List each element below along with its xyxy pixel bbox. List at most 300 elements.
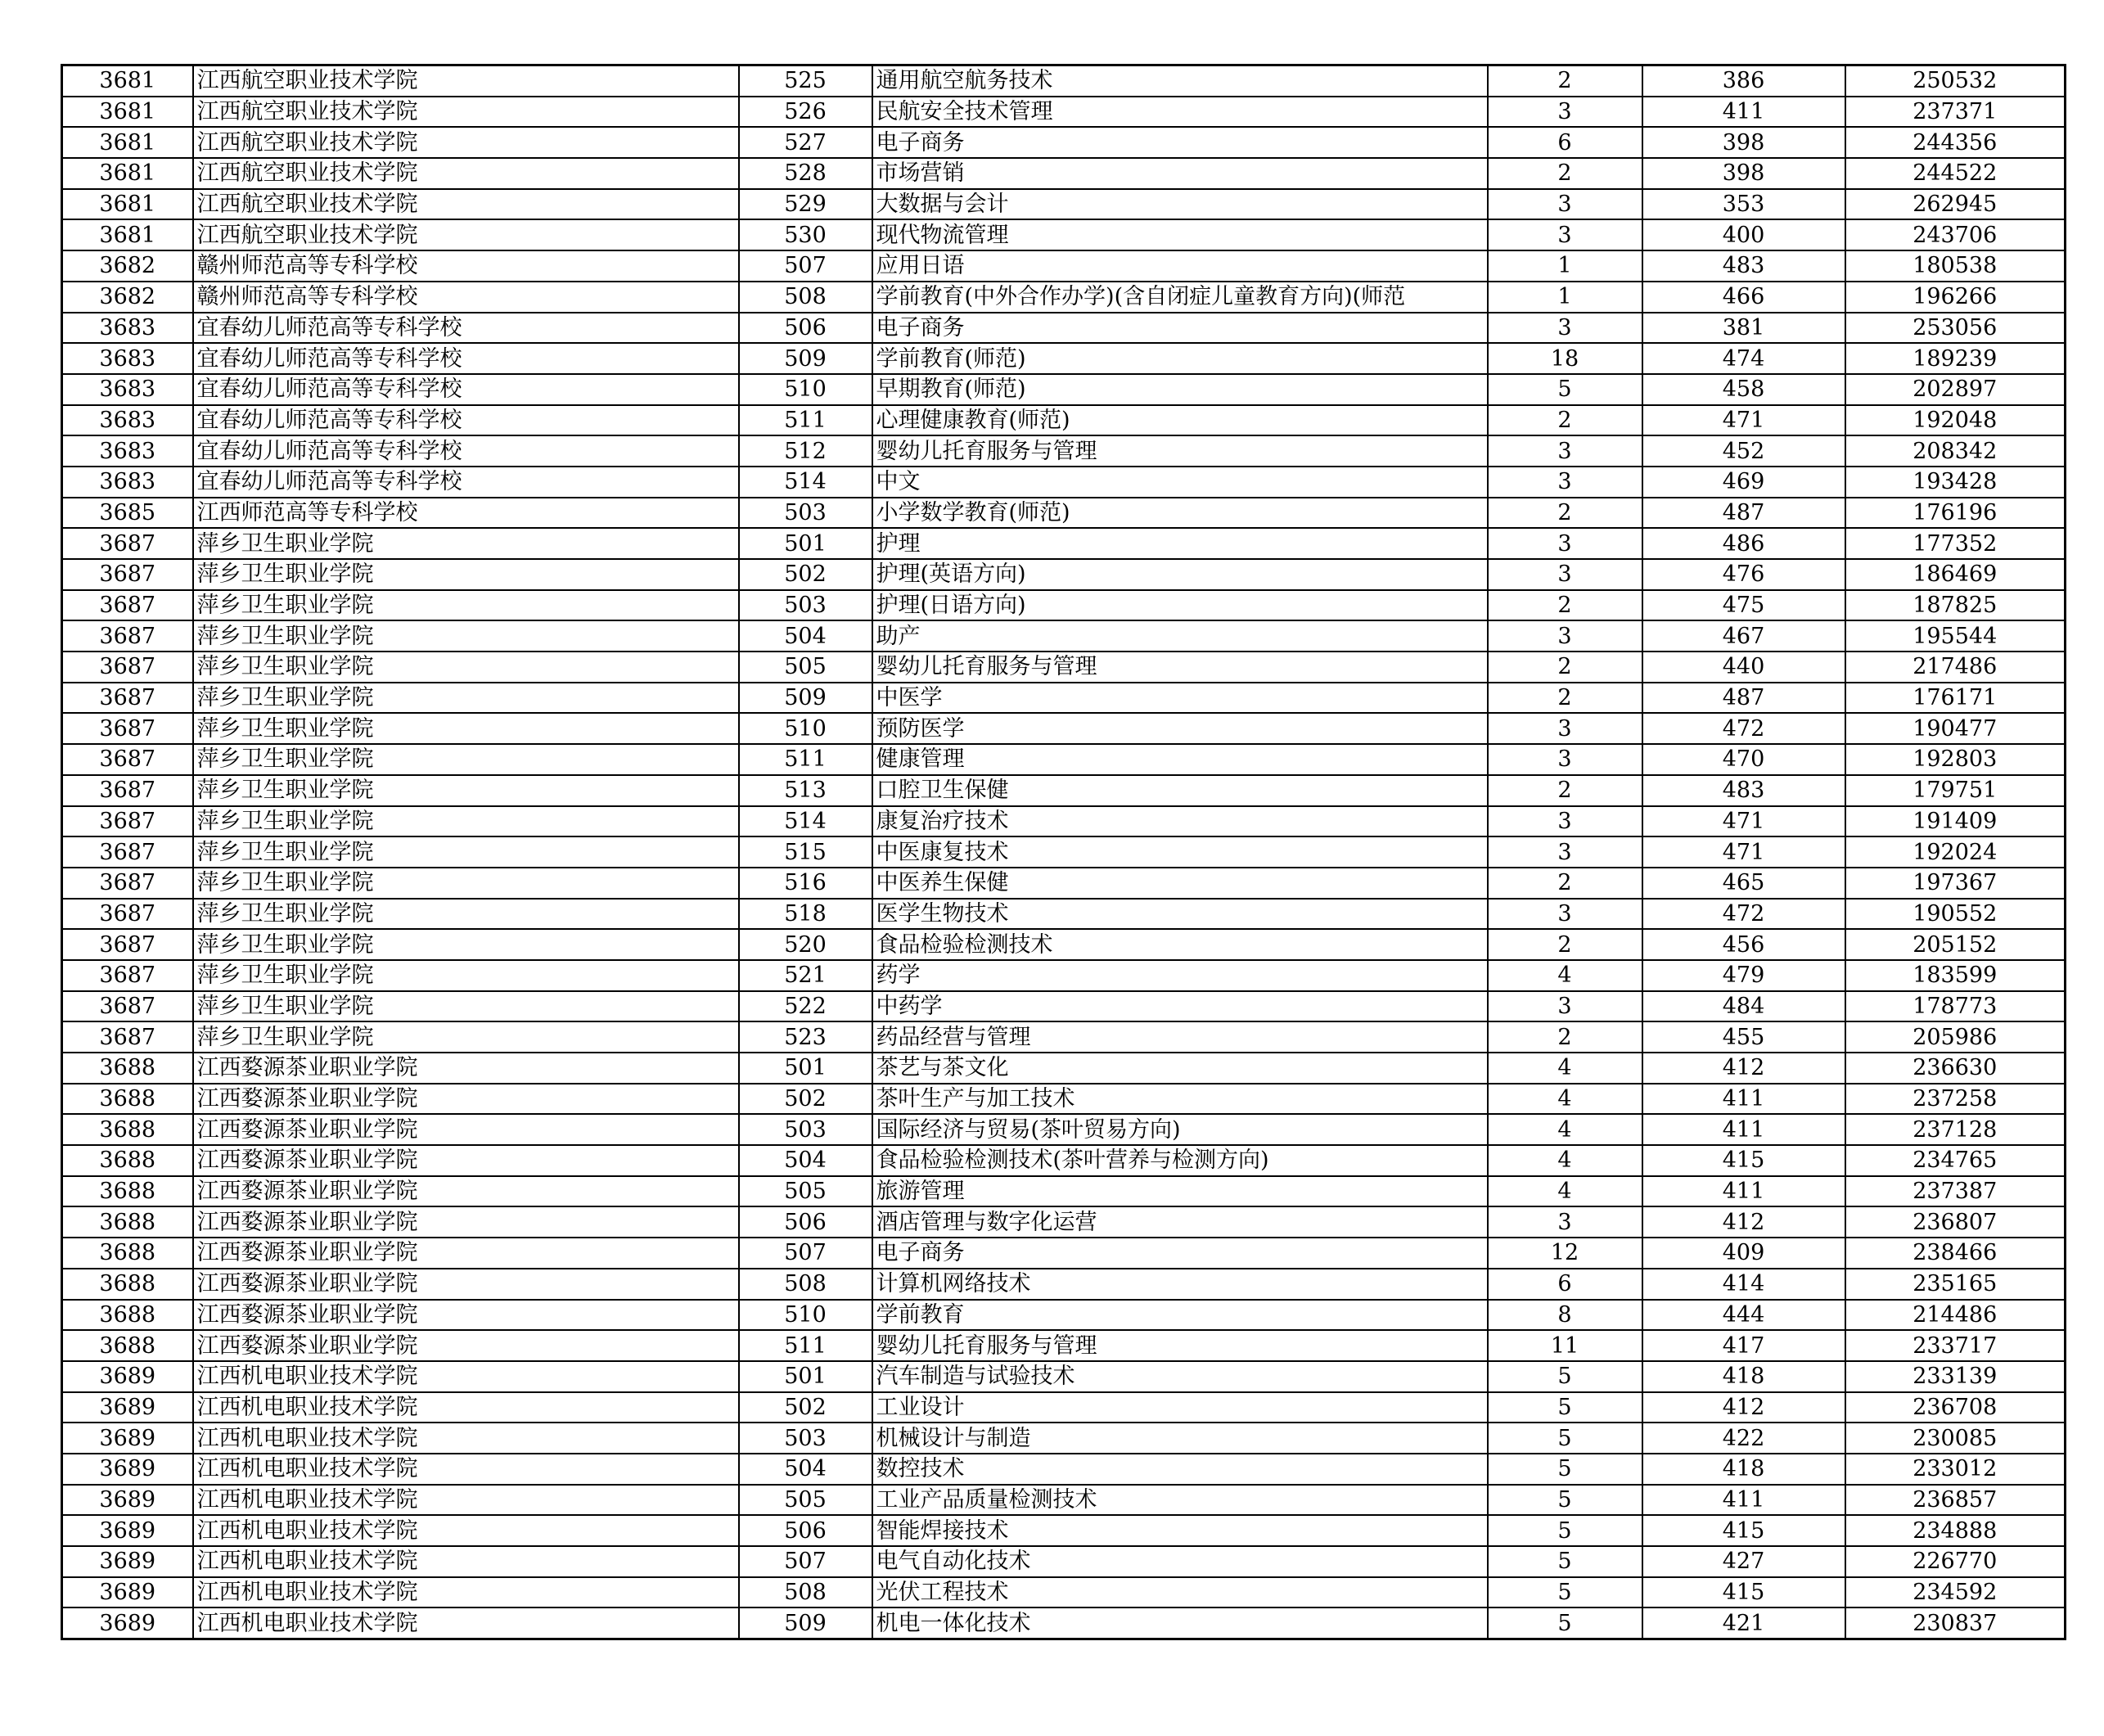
plan-count-cell: 5	[1488, 1577, 1642, 1608]
major-name-cell: 机电一体化技术	[872, 1607, 1488, 1639]
table-body	[62, 65, 2066, 1639]
school-name-cell: 江西机电职业技术学院	[193, 1515, 739, 1546]
school-code-cell: 3687	[62, 559, 193, 590]
school-name-cell: 江西婺源茶业职业学院	[193, 1145, 739, 1176]
rank-cell: 237387	[1845, 1176, 2066, 1207]
school-name-cell: 江西机电职业技术学院	[193, 1577, 739, 1608]
plan-count-cell: 3	[1488, 313, 1642, 344]
table-row	[62, 1607, 2066, 1639]
major-code-cell: 503	[739, 590, 872, 621]
min-score-cell: 456	[1642, 929, 1845, 960]
school-name-cell: 江西师范高等专科学校	[193, 498, 739, 529]
table-row	[62, 806, 2066, 837]
rank-cell: 233012	[1845, 1454, 2066, 1485]
admission-score-table	[61, 64, 2066, 1640]
major-name-cell: 市场营销	[872, 158, 1488, 189]
school-name-cell: 萍乡卫生职业学院	[193, 528, 739, 559]
school-name-cell: 江西机电职业技术学院	[193, 1392, 739, 1423]
min-score-cell: 412	[1642, 1206, 1845, 1238]
major-code-cell: 507	[739, 250, 872, 282]
major-code-cell: 510	[739, 374, 872, 405]
school-code-cell: 3687	[62, 929, 193, 960]
school-name-cell: 宜春幼儿师范高等专科学校	[193, 313, 739, 344]
school-code-cell: 3683	[62, 467, 193, 498]
min-score-cell: 412	[1642, 1392, 1845, 1423]
plan-count-cell: 5	[1488, 1515, 1642, 1546]
min-score-cell: 421	[1642, 1607, 1845, 1639]
min-score-cell: 484	[1642, 991, 1845, 1022]
rank-cell: 236630	[1845, 1053, 2066, 1084]
min-score-cell: 471	[1642, 405, 1845, 436]
plan-count-cell: 18	[1488, 343, 1642, 374]
major-code-cell: 528	[739, 158, 872, 189]
plan-count-cell: 3	[1488, 899, 1642, 930]
table-row	[62, 713, 2066, 744]
school-name-cell: 赣州师范高等专科学校	[193, 250, 739, 282]
plan-count-cell: 2	[1488, 652, 1642, 683]
school-code-cell: 3688	[62, 1145, 193, 1176]
min-score-cell: 417	[1642, 1330, 1845, 1361]
min-score-cell: 471	[1642, 806, 1845, 837]
school-code-cell: 3683	[62, 313, 193, 344]
table-row	[62, 189, 2066, 220]
plan-count-cell: 12	[1488, 1238, 1642, 1269]
major-code-cell: 518	[739, 899, 872, 930]
major-name-cell: 中医养生保健	[872, 868, 1488, 899]
school-code-cell: 3689	[62, 1454, 193, 1485]
school-name-cell: 萍乡卫生职业学院	[193, 744, 739, 775]
rank-cell: 233717	[1845, 1330, 2066, 1361]
school-code-cell: 3687	[62, 806, 193, 837]
school-code-cell: 3689	[62, 1485, 193, 1516]
table-row	[62, 836, 2066, 868]
major-name-cell: 中药学	[872, 991, 1488, 1022]
plan-count-cell: 6	[1488, 1269, 1642, 1300]
plan-count-cell: 5	[1488, 374, 1642, 405]
min-score-cell: 479	[1642, 960, 1845, 991]
major-name-cell: 中医康复技术	[872, 836, 1488, 868]
school-code-cell: 3681	[62, 97, 193, 128]
rank-cell: 230837	[1845, 1607, 2066, 1639]
school-code-cell: 3681	[62, 189, 193, 220]
school-code-cell: 3688	[62, 1300, 193, 1331]
min-score-cell: 415	[1642, 1145, 1845, 1176]
school-code-cell: 3687	[62, 775, 193, 806]
min-score-cell: 427	[1642, 1546, 1845, 1577]
school-name-cell: 萍乡卫生职业学院	[193, 806, 739, 837]
rank-cell: 253056	[1845, 313, 2066, 344]
plan-count-cell: 4	[1488, 1145, 1642, 1176]
major-name-cell: 学前教育(师范)	[872, 343, 1488, 374]
school-name-cell: 萍乡卫生职业学院	[193, 960, 739, 991]
table-row	[62, 1114, 2066, 1145]
school-code-cell: 3681	[62, 65, 193, 97]
rank-cell: 192024	[1845, 836, 2066, 868]
table-row	[62, 899, 2066, 930]
major-name-cell: 健康管理	[872, 744, 1488, 775]
major-code-cell: 522	[739, 991, 872, 1022]
school-name-cell: 江西机电职业技术学院	[193, 1607, 739, 1639]
plan-count-cell: 3	[1488, 528, 1642, 559]
table-row	[62, 313, 2066, 344]
major-code-cell: 526	[739, 97, 872, 128]
school-name-cell: 萍乡卫生职业学院	[193, 590, 739, 621]
school-code-cell: 3683	[62, 405, 193, 436]
rank-cell: 196266	[1845, 282, 2066, 313]
rank-cell: 236708	[1845, 1392, 2066, 1423]
school-code-cell: 3689	[62, 1392, 193, 1423]
major-name-cell: 食品检验检测技术	[872, 929, 1488, 960]
min-score-cell: 465	[1642, 868, 1845, 899]
major-code-cell: 516	[739, 868, 872, 899]
major-name-cell: 护理	[872, 528, 1488, 559]
plan-count-cell: 3	[1488, 559, 1642, 590]
school-name-cell: 江西婺源茶业职业学院	[193, 1053, 739, 1084]
plan-count-cell: 4	[1488, 1114, 1642, 1145]
plan-count-cell: 3	[1488, 836, 1642, 868]
school-name-cell: 江西婺源茶业职业学院	[193, 1114, 739, 1145]
rank-cell: 237371	[1845, 97, 2066, 128]
school-name-cell: 萍乡卫生职业学院	[193, 899, 739, 930]
plan-count-cell: 4	[1488, 1176, 1642, 1207]
major-name-cell: 学前教育(中外合作办学)(含自闭症儿童教育方向)(师范	[872, 282, 1488, 313]
table-row	[62, 744, 2066, 775]
school-name-cell: 江西婺源茶业职业学院	[193, 1238, 739, 1269]
min-score-cell: 411	[1642, 1485, 1845, 1516]
table-row	[62, 282, 2066, 313]
min-score-cell: 474	[1642, 343, 1845, 374]
rank-cell: 234592	[1845, 1577, 2066, 1608]
rank-cell: 244356	[1845, 127, 2066, 158]
plan-count-cell: 2	[1488, 405, 1642, 436]
rank-cell: 205152	[1845, 929, 2066, 960]
rank-cell: 214486	[1845, 1300, 2066, 1331]
major-name-cell: 婴幼儿托育服务与管理	[872, 435, 1488, 467]
school-code-cell: 3687	[62, 652, 193, 683]
plan-count-cell: 3	[1488, 189, 1642, 220]
school-name-cell: 江西航空职业技术学院	[193, 219, 739, 250]
major-code-cell: 510	[739, 1300, 872, 1331]
major-name-cell: 通用航空航务技术	[872, 65, 1488, 97]
major-name-cell: 助产	[872, 620, 1488, 652]
min-score-cell: 414	[1642, 1269, 1845, 1300]
table-row	[62, 929, 2066, 960]
min-score-cell: 466	[1642, 282, 1845, 313]
table-row	[62, 1330, 2066, 1361]
major-name-cell: 护理(英语方向)	[872, 559, 1488, 590]
major-name-cell: 心理健康教育(师范)	[872, 405, 1488, 436]
rank-cell: 187825	[1845, 590, 2066, 621]
min-score-cell: 472	[1642, 713, 1845, 744]
min-score-cell: 467	[1642, 620, 1845, 652]
major-code-cell: 530	[739, 219, 872, 250]
min-score-cell: 483	[1642, 250, 1845, 282]
school-code-cell: 3689	[62, 1607, 193, 1639]
plan-count-cell: 5	[1488, 1423, 1642, 1454]
rank-cell: 186469	[1845, 559, 2066, 590]
table-row	[62, 991, 2066, 1022]
plan-count-cell: 3	[1488, 991, 1642, 1022]
school-name-cell: 江西婺源茶业职业学院	[193, 1269, 739, 1300]
min-score-cell: 475	[1642, 590, 1845, 621]
major-code-cell: 515	[739, 836, 872, 868]
min-score-cell: 440	[1642, 652, 1845, 683]
min-score-cell: 422	[1642, 1423, 1845, 1454]
school-name-cell: 宜春幼儿师范高等专科学校	[193, 343, 739, 374]
rank-cell: 190552	[1845, 899, 2066, 930]
plan-count-cell: 3	[1488, 744, 1642, 775]
school-code-cell: 3681	[62, 127, 193, 158]
school-code-cell: 3687	[62, 991, 193, 1022]
school-name-cell: 萍乡卫生职业学院	[193, 559, 739, 590]
rank-cell: 177352	[1845, 528, 2066, 559]
school-name-cell: 萍乡卫生职业学院	[193, 775, 739, 806]
major-name-cell: 汽车制造与试验技术	[872, 1361, 1488, 1392]
school-name-cell: 江西婺源茶业职业学院	[193, 1084, 739, 1115]
min-score-cell: 444	[1642, 1300, 1845, 1331]
school-code-cell: 3687	[62, 836, 193, 868]
major-name-cell: 小学数学教育(师范)	[872, 498, 1488, 529]
school-code-cell: 3689	[62, 1546, 193, 1577]
major-code-cell: 504	[739, 620, 872, 652]
plan-count-cell: 2	[1488, 498, 1642, 529]
school-code-cell: 3689	[62, 1423, 193, 1454]
table-row	[62, 65, 2066, 97]
table-row	[62, 219, 2066, 250]
school-code-cell: 3688	[62, 1269, 193, 1300]
major-name-cell: 光伏工程技术	[872, 1577, 1488, 1608]
major-name-cell: 婴幼儿托育服务与管理	[872, 652, 1488, 683]
table-row	[62, 1485, 2066, 1516]
table-row	[62, 559, 2066, 590]
major-code-cell: 503	[739, 1114, 872, 1145]
table-row	[62, 1238, 2066, 1269]
school-name-cell: 江西航空职业技术学院	[193, 65, 739, 97]
min-score-cell: 476	[1642, 559, 1845, 590]
table-row	[62, 97, 2066, 128]
major-name-cell: 学前教育	[872, 1300, 1488, 1331]
school-code-cell: 3688	[62, 1330, 193, 1361]
major-name-cell: 旅游管理	[872, 1176, 1488, 1207]
school-code-cell: 3688	[62, 1176, 193, 1207]
school-name-cell: 萍乡卫生职业学院	[193, 991, 739, 1022]
school-code-cell: 3687	[62, 590, 193, 621]
plan-count-cell: 5	[1488, 1392, 1642, 1423]
major-name-cell: 茶艺与茶文化	[872, 1053, 1488, 1084]
plan-count-cell: 8	[1488, 1300, 1642, 1331]
major-code-cell: 514	[739, 806, 872, 837]
major-code-cell: 505	[739, 652, 872, 683]
major-name-cell: 酒店管理与数字化运营	[872, 1206, 1488, 1238]
school-name-cell: 萍乡卫生职业学院	[193, 683, 739, 714]
school-code-cell: 3683	[62, 374, 193, 405]
school-code-cell: 3688	[62, 1238, 193, 1269]
rank-cell: 230085	[1845, 1423, 2066, 1454]
plan-count-cell: 2	[1488, 158, 1642, 189]
major-name-cell: 药品经营与管理	[872, 1021, 1488, 1053]
table-row	[62, 775, 2066, 806]
school-name-cell: 宜春幼儿师范高等专科学校	[193, 435, 739, 467]
major-code-cell: 527	[739, 127, 872, 158]
min-score-cell: 411	[1642, 1114, 1845, 1145]
min-score-cell: 415	[1642, 1515, 1845, 1546]
table-row	[62, 250, 2066, 282]
plan-count-cell: 2	[1488, 929, 1642, 960]
min-score-cell: 487	[1642, 498, 1845, 529]
major-code-cell: 511	[739, 1330, 872, 1361]
major-code-cell: 503	[739, 1423, 872, 1454]
min-score-cell: 411	[1642, 1176, 1845, 1207]
table-row	[62, 1577, 2066, 1608]
min-score-cell: 409	[1642, 1238, 1845, 1269]
major-name-cell: 民航安全技术管理	[872, 97, 1488, 128]
major-name-cell: 机械设计与制造	[872, 1423, 1488, 1454]
rank-cell: 234888	[1845, 1515, 2066, 1546]
plan-count-cell: 3	[1488, 467, 1642, 498]
school-name-cell: 江西婺源茶业职业学院	[193, 1330, 739, 1361]
school-code-cell: 3688	[62, 1084, 193, 1115]
school-code-cell: 3689	[62, 1361, 193, 1392]
school-code-cell: 3687	[62, 899, 193, 930]
rank-cell: 235165	[1845, 1269, 2066, 1300]
school-code-cell: 3682	[62, 282, 193, 313]
plan-count-cell: 3	[1488, 1206, 1642, 1238]
school-code-cell: 3687	[62, 868, 193, 899]
plan-count-cell: 1	[1488, 282, 1642, 313]
table-row	[62, 405, 2066, 436]
major-code-cell: 505	[739, 1176, 872, 1207]
plan-count-cell: 11	[1488, 1330, 1642, 1361]
rank-cell: 179751	[1845, 775, 2066, 806]
major-name-cell: 中文	[872, 467, 1488, 498]
major-code-cell: 512	[739, 435, 872, 467]
major-code-cell: 501	[739, 1361, 872, 1392]
rank-cell: 236857	[1845, 1485, 2066, 1516]
table-row	[62, 1454, 2066, 1485]
rank-cell: 180538	[1845, 250, 2066, 282]
min-score-cell: 415	[1642, 1577, 1845, 1608]
plan-count-cell: 3	[1488, 97, 1642, 128]
min-score-cell: 353	[1642, 189, 1845, 220]
school-name-cell: 江西航空职业技术学院	[193, 158, 739, 189]
plan-count-cell: 5	[1488, 1485, 1642, 1516]
rank-cell: 262945	[1845, 189, 2066, 220]
table-row	[62, 868, 2066, 899]
min-score-cell: 411	[1642, 97, 1845, 128]
rank-cell: 244522	[1845, 158, 2066, 189]
min-score-cell: 471	[1642, 836, 1845, 868]
rank-cell: 176171	[1845, 683, 2066, 714]
major-code-cell: 511	[739, 405, 872, 436]
major-code-cell: 523	[739, 1021, 872, 1053]
rank-cell: 202897	[1845, 374, 2066, 405]
table-row	[62, 467, 2066, 498]
major-code-cell: 502	[739, 1084, 872, 1115]
table-row	[62, 343, 2066, 374]
major-code-cell: 506	[739, 1515, 872, 1546]
school-name-cell: 萍乡卫生职业学院	[193, 868, 739, 899]
major-code-cell: 506	[739, 1206, 872, 1238]
school-name-cell: 江西航空职业技术学院	[193, 189, 739, 220]
plan-count-cell: 5	[1488, 1361, 1642, 1392]
major-name-cell: 应用日语	[872, 250, 1488, 282]
school-name-cell: 萍乡卫生职业学院	[193, 620, 739, 652]
min-score-cell: 386	[1642, 65, 1845, 97]
school-name-cell: 江西婺源茶业职业学院	[193, 1300, 739, 1331]
rank-cell: 195544	[1845, 620, 2066, 652]
major-name-cell: 大数据与会计	[872, 189, 1488, 220]
major-code-cell: 508	[739, 1577, 872, 1608]
rank-cell: 205986	[1845, 1021, 2066, 1053]
major-code-cell: 501	[739, 1053, 872, 1084]
school-name-cell: 宜春幼儿师范高等专科学校	[193, 374, 739, 405]
school-name-cell: 萍乡卫生职业学院	[193, 929, 739, 960]
school-name-cell: 萍乡卫生职业学院	[193, 713, 739, 744]
major-code-cell: 514	[739, 467, 872, 498]
table-row	[62, 374, 2066, 405]
plan-count-cell: 2	[1488, 1021, 1642, 1053]
school-code-cell: 3688	[62, 1053, 193, 1084]
major-name-cell: 食品检验检测技术(茶叶营养与检测方向)	[872, 1145, 1488, 1176]
major-code-cell: 509	[739, 1607, 872, 1639]
plan-count-cell: 2	[1488, 683, 1642, 714]
major-code-cell: 504	[739, 1454, 872, 1485]
plan-count-cell: 3	[1488, 620, 1642, 652]
major-name-cell: 口腔卫生保健	[872, 775, 1488, 806]
plan-count-cell: 3	[1488, 219, 1642, 250]
rank-cell: 183599	[1845, 960, 2066, 991]
score-table-sheet	[61, 64, 2066, 1640]
major-code-cell: 505	[739, 1485, 872, 1516]
major-code-cell: 508	[739, 282, 872, 313]
table-row	[62, 683, 2066, 714]
plan-count-cell: 3	[1488, 806, 1642, 837]
plan-count-cell: 3	[1488, 713, 1642, 744]
rank-cell: 189239	[1845, 343, 2066, 374]
school-code-cell: 3689	[62, 1577, 193, 1608]
table-row	[62, 1392, 2066, 1423]
rank-cell: 217486	[1845, 652, 2066, 683]
major-name-cell: 工业设计	[872, 1392, 1488, 1423]
table-row	[62, 528, 2066, 559]
table-row	[62, 1084, 2066, 1115]
table-row	[62, 1515, 2066, 1546]
major-code-cell: 502	[739, 1392, 872, 1423]
rank-cell: 178773	[1845, 991, 2066, 1022]
min-score-cell: 470	[1642, 744, 1845, 775]
table-row	[62, 1206, 2066, 1238]
major-code-cell: 509	[739, 683, 872, 714]
table-row	[62, 158, 2066, 189]
major-code-cell: 503	[739, 498, 872, 529]
min-score-cell: 411	[1642, 1084, 1845, 1115]
school-code-cell: 3688	[62, 1114, 193, 1145]
school-name-cell: 江西机电职业技术学院	[193, 1423, 739, 1454]
major-code-cell: 506	[739, 313, 872, 344]
major-code-cell: 529	[739, 189, 872, 220]
plan-count-cell: 4	[1488, 1053, 1642, 1084]
school-name-cell: 江西机电职业技术学院	[193, 1546, 739, 1577]
table-row	[62, 1269, 2066, 1300]
major-name-cell: 国际经济与贸易(茶叶贸易方向)	[872, 1114, 1488, 1145]
major-name-cell: 数控技术	[872, 1454, 1488, 1485]
table-row	[62, 1423, 2066, 1454]
rank-cell: 191409	[1845, 806, 2066, 837]
rank-cell: 176196	[1845, 498, 2066, 529]
rank-cell: 234765	[1845, 1145, 2066, 1176]
major-code-cell: 525	[739, 65, 872, 97]
school-name-cell: 江西婺源茶业职业学院	[193, 1206, 739, 1238]
